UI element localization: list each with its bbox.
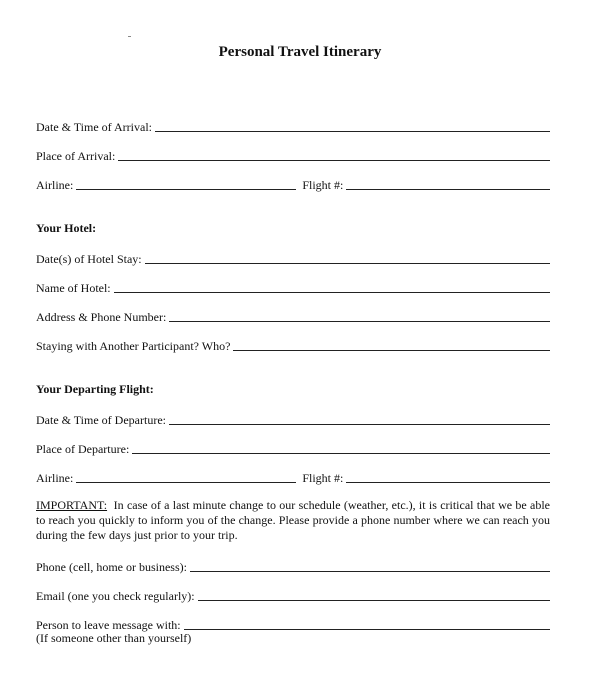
departure-flight-label: Flight #: [302, 471, 344, 485]
phone-label: Phone (cell, home or business): [36, 560, 187, 574]
person-field[interactable] [184, 617, 550, 630]
hotel-name-field[interactable] [114, 280, 550, 293]
email-row [36, 587, 550, 603]
arrival-airline-field[interactable] [76, 177, 296, 190]
departure-heading: Your Departing Flight: [36, 382, 154, 396]
hotel-name-label: Name of Hotel: [36, 281, 111, 295]
document-title: Personal Travel Itinerary [218, 44, 382, 60]
scan-mark [128, 36, 131, 37]
hotel-dates-row [36, 250, 550, 266]
arrival-airline-row [36, 176, 550, 192]
arrival-airline-label: Airline: [36, 178, 74, 192]
departure-date-time-row [36, 411, 550, 427]
hotel-staying-row [36, 337, 550, 353]
arrival-date-time-label: Date & Time of Arrival: [36, 120, 152, 134]
hotel-address-row [36, 308, 550, 324]
important-text: In case of a last minute change to our schedule (weather, etc.), it is critical that we be able to reach you quickly to inform you of the change. Please provide a phone number where we can reach you during the few days just prior to your trip. [36, 498, 550, 542]
arrival-date-time-field[interactable] [155, 119, 550, 132]
phone-row [36, 558, 550, 574]
departure-airline-field[interactable] [76, 470, 296, 483]
hotel-dates-label: Date(s) of Hotel Stay: [36, 252, 142, 266]
departure-airline-label: Airline: [36, 471, 74, 485]
hotel-staying-label: Staying with Another Participant? Who? [36, 339, 231, 353]
departure-flight-field[interactable] [346, 470, 550, 483]
departure-place-field[interactable] [132, 441, 550, 454]
hotel-name-row [36, 279, 550, 295]
arrival-flight-label: Flight #: [302, 178, 344, 192]
person-sub-label: (If someone other than yourself) [36, 631, 192, 645]
arrival-place-field[interactable] [118, 148, 550, 161]
arrival-place-label: Place of Arrival: [36, 149, 116, 163]
arrival-flight-field[interactable] [346, 177, 550, 190]
hotel-address-field[interactable] [169, 309, 550, 322]
departure-date-time-label: Date & Time of Departure: [36, 413, 166, 427]
arrival-place-row [36, 147, 550, 163]
email-label: Email (one you check regularly): [36, 589, 195, 603]
hotel-dates-field[interactable] [145, 251, 550, 264]
departure-date-time-field[interactable] [169, 412, 550, 425]
important-label: IMPORTANT: [36, 498, 108, 512]
departure-place-row [36, 440, 550, 456]
hotel-heading: Your Hotel: [36, 221, 97, 235]
phone-field[interactable] [190, 559, 550, 572]
hotel-staying-field[interactable] [233, 338, 550, 351]
arrival-date-time-row [36, 118, 550, 134]
hotel-address-label: Address & Phone Number: [36, 310, 167, 324]
email-field[interactable] [198, 588, 550, 601]
departure-place-label: Place of Departure: [36, 442, 130, 456]
departure-airline-row [36, 469, 550, 485]
person-label: Person to leave message with: [36, 618, 181, 632]
important-notice [36, 498, 550, 543]
